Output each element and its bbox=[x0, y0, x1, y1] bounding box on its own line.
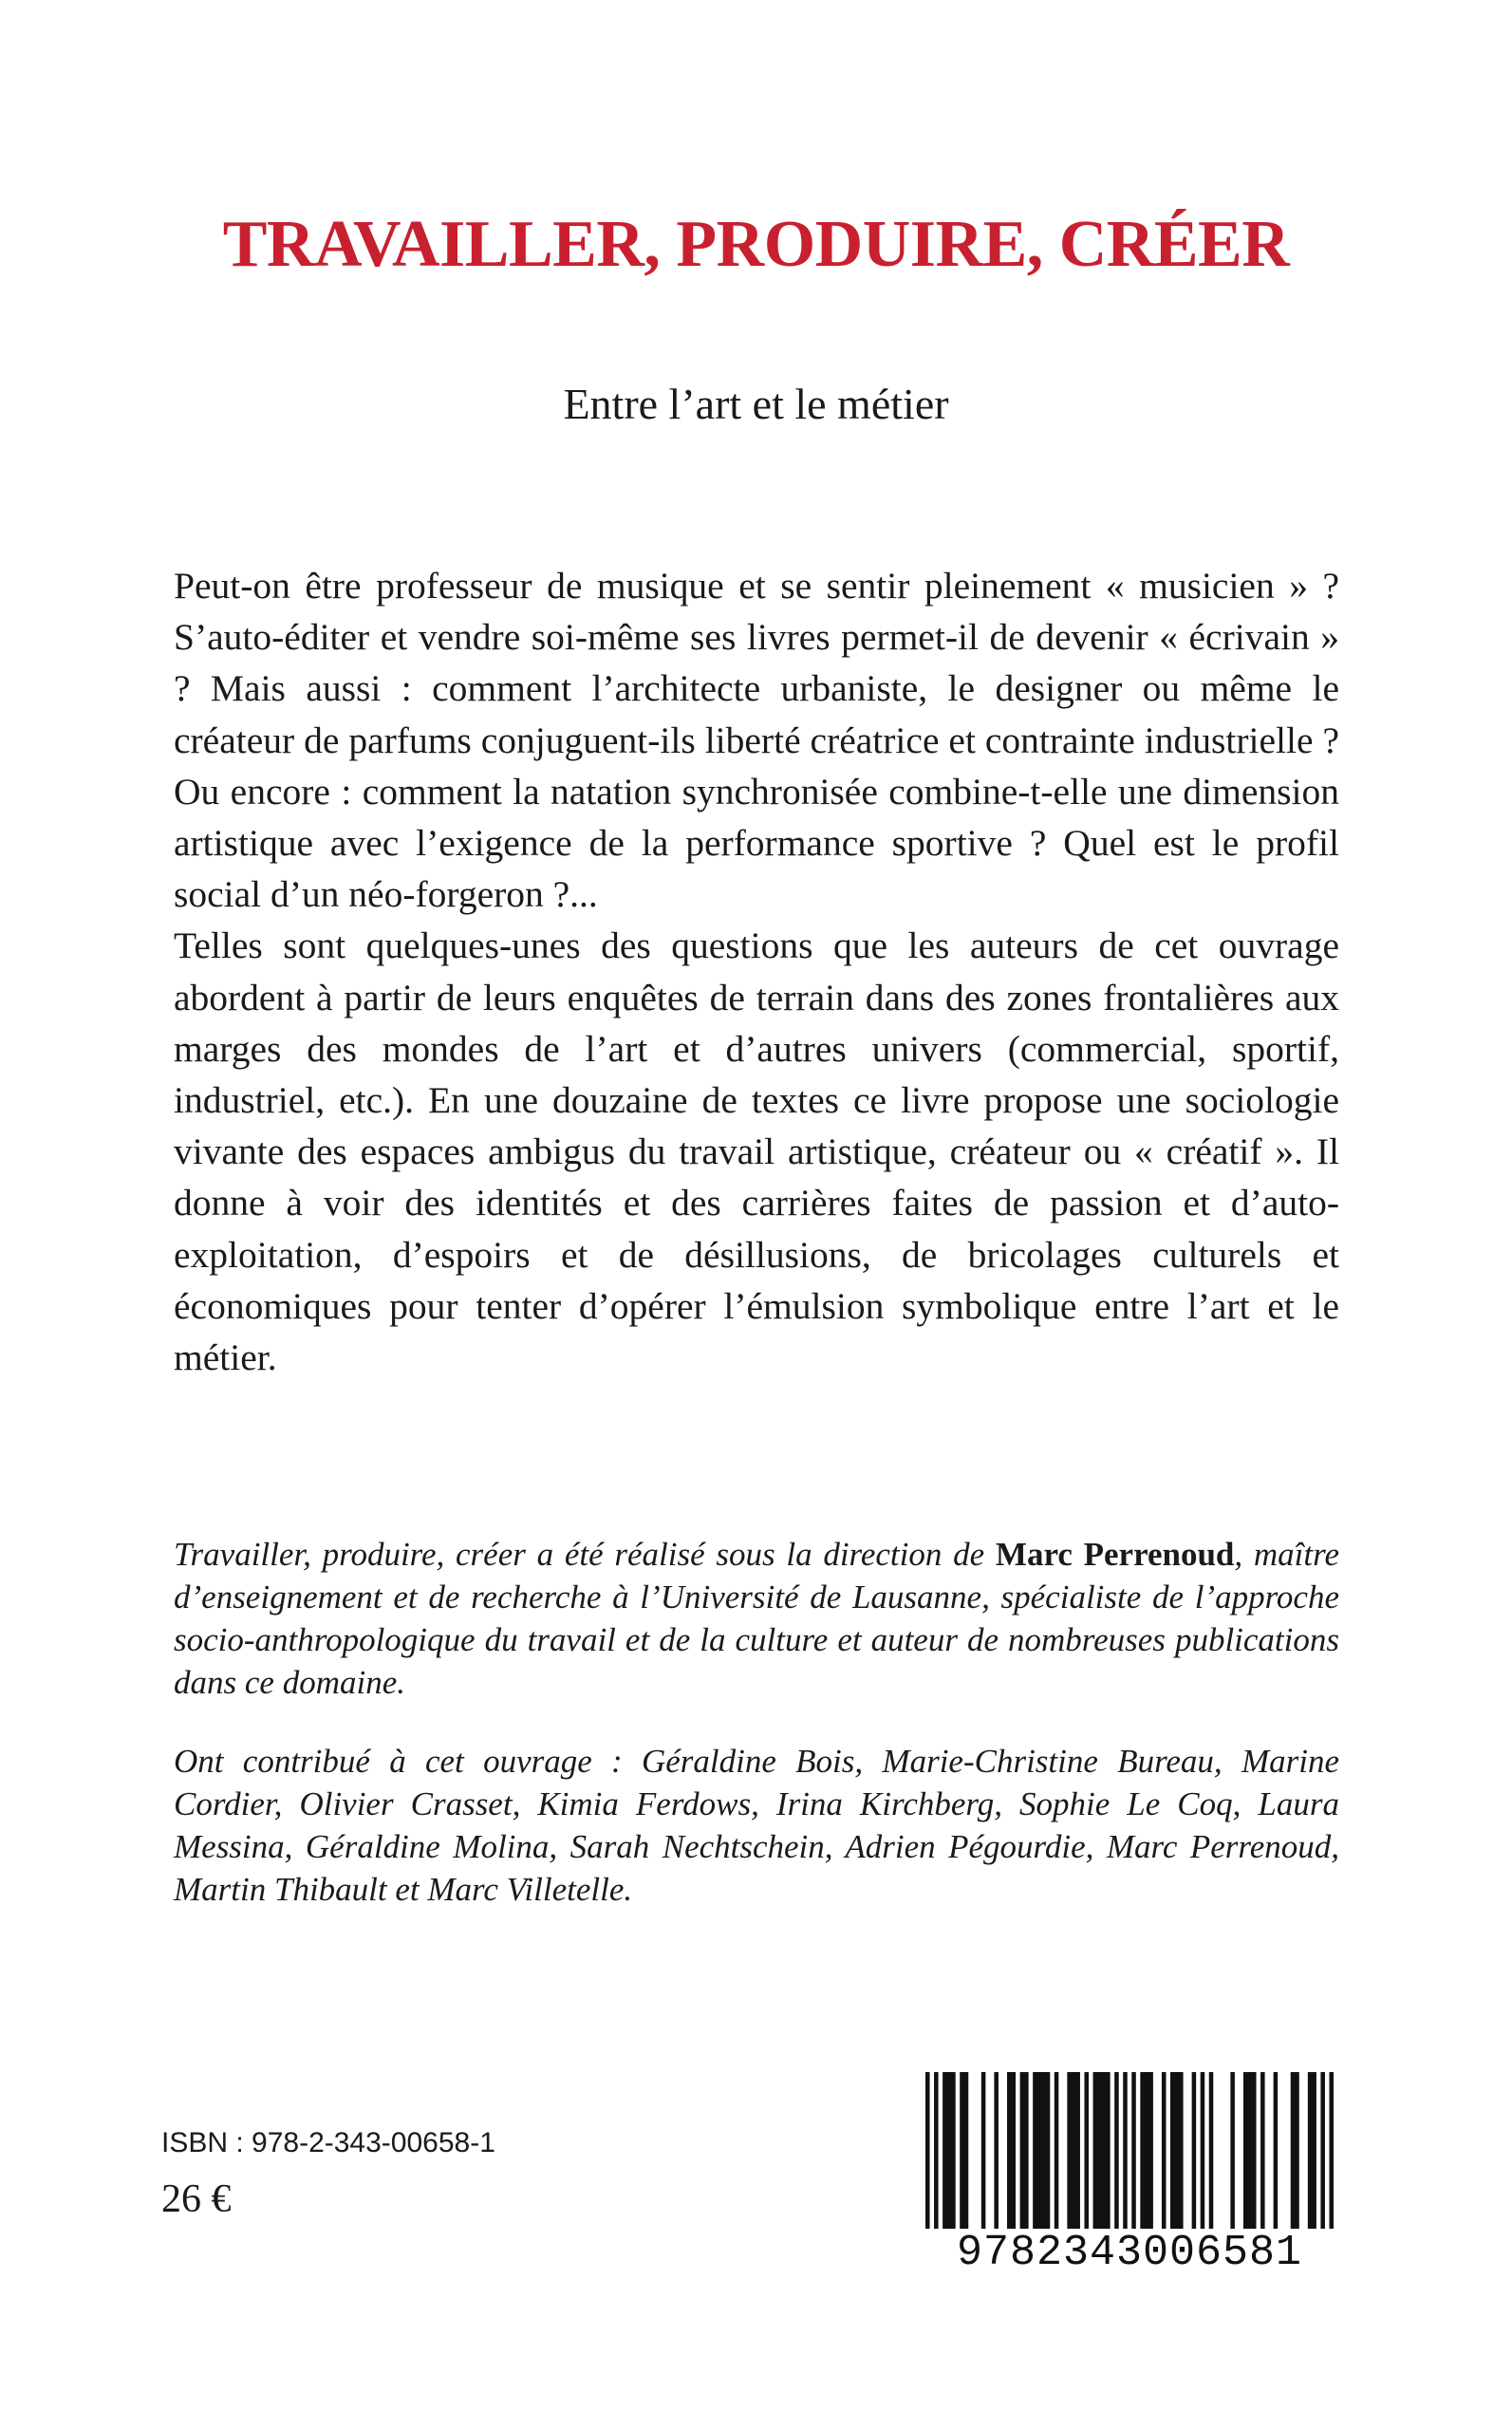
book-title: TRAVAILLER, PRODUIRE, CRÉER bbox=[222, 208, 1290, 281]
isbn-label: ISBN : 978-2-343-00658-1 bbox=[161, 2127, 495, 2158]
blurb-paragraph-1: Peut-on être professeur de musique et se sentir pleinement « musicien » ? S’auto-éditer et vendre soi-même ses livres permet-il de devenir « écrivain » ? Mais aussi : comment l’architecte urbaniste, le designer ou même le créateur de parfums conjuguent-ils liberté créatrice et contrainte industrielle ? Ou encore : comment la natation synchronisée combine-t-elle une dimension artistique avec l’exigence de la performance sportive ? Quel est le profil social d’un néo-forgeron ?... bbox=[174, 565, 1339, 916]
direction-intro: Travailler, produire, créer a été réalisé sous la direction de bbox=[174, 1536, 996, 1573]
book-subtitle: Entre l’art et le métier bbox=[563, 380, 949, 428]
director-bio: , maître d’enseignement et de recherche à l’Université de Lausanne, spécialiste de l’approche socio-anthropologique du travail et de la culture et auteur de nombreuses publications dans ce domaine. bbox=[174, 1536, 1339, 1701]
barcode-digits: 9782343006581 bbox=[925, 2229, 1334, 2278]
credits bbox=[174, 1533, 1339, 1947]
blurb bbox=[174, 560, 1339, 1383]
blurb-paragraph-2: Telles sont quelques-unes des questions que les auteurs de cet ouvrage abordent à partir de leurs enquêtes de terrain dans des zones frontalières aux marges des mondes de l’art et d’autres univers (commercial, sportif, industriel, etc.). En une douzaine de textes ce livre propose une sociologie vivante des espaces ambigus du travail artistique, créateur ou « créatif ». Il donne à voir des identités et des carrières faites de passion et d’auto-exploitation, d’espoirs et de désillusions, de bricolages culturels et économiques pour tenter d’opérer l’émulsion symbolique entre l’art et le métier. bbox=[174, 925, 1339, 1379]
director-name: Marc Perrenoud bbox=[995, 1536, 1235, 1573]
price-label: 26 € bbox=[161, 2177, 232, 2221]
direction-note bbox=[174, 1533, 1339, 1704]
contributors-note: Ont contribué à cet ouvrage : Géraldine Bois, Marie-Christine Bureau, Marine Cordier, Olivier Crasset, Kimia Ferdows, Irina Kirchberg, Sophie Le Coq, Laura Messina, Géraldine Molina, Sarah Nechtschein, Adrien Pégourdie, Marc Perrenoud, Martin Thibault et Marc Villetelle. bbox=[174, 1743, 1339, 1908]
